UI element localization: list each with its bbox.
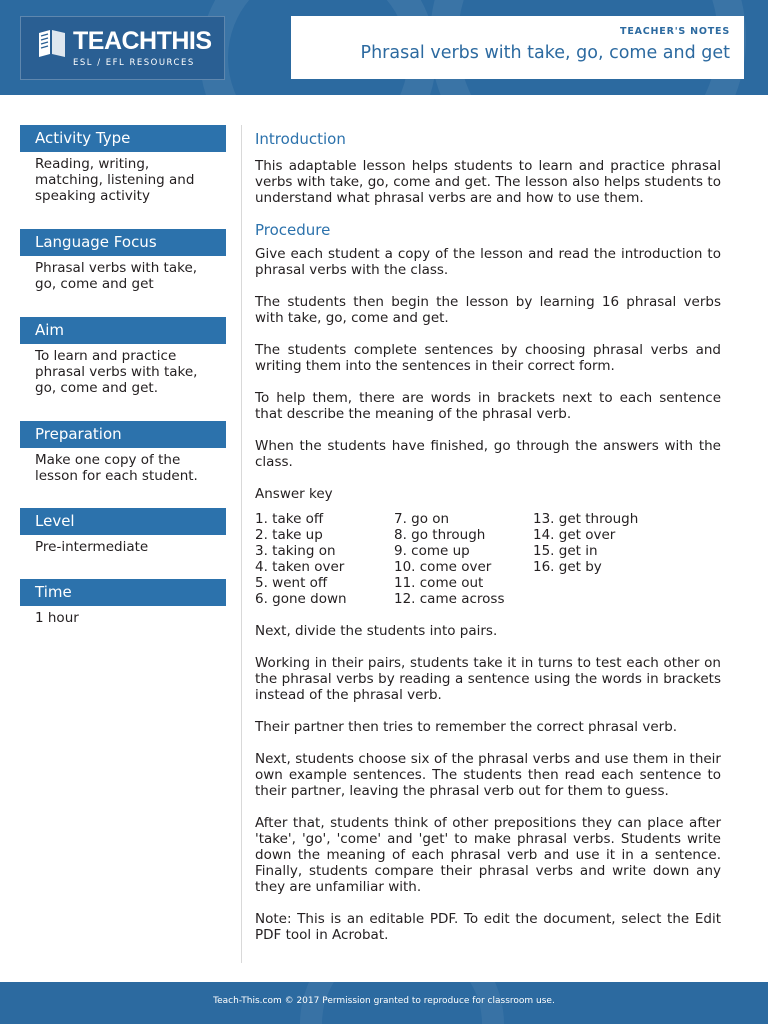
- sidebar-text: Phrasal verbs with take, go, come and get: [35, 260, 198, 292]
- sidebar-preparation: [20, 421, 226, 508]
- answer-item: 3. taking on: [255, 543, 336, 559]
- procedure-paragraph: The students then begin the lesson by learning 16 phrasal verbs with take, go, come and get.: [255, 294, 721, 326]
- logo-wordmark: TEACHTHIS: [73, 27, 212, 55]
- procedure-paragraph: Next, divide the students into pairs.: [255, 623, 498, 639]
- answer-item: 7. go on: [394, 511, 450, 527]
- copyright-notice: Teach-This.com © 2017 Permission granted to reproduce for classroom use.: [213, 996, 555, 1006]
- answer-item: 14. get over: [533, 527, 616, 543]
- answer-item: 10. come over: [394, 559, 492, 575]
- introduction-heading: Introduction: [255, 130, 346, 148]
- answer-item: 16. get by: [533, 559, 602, 575]
- answer-column: [533, 511, 673, 607]
- answer-key-label: Answer key: [255, 486, 333, 502]
- answer-item: 8. go through: [394, 527, 486, 543]
- procedure-paragraph: Next, students choose six of the phrasal verbs and use them in their own example sentences. The students then read each sentence to their partner, leaving the phrasal verb out for them to guess.: [255, 751, 721, 799]
- answer-key-list: [255, 511, 721, 607]
- answer-item: 5. went off: [255, 575, 328, 591]
- sidebar-text: To learn and practice phrasal verbs with take, go, come and get.: [35, 348, 198, 396]
- sidebar-text: Pre-intermediate: [35, 539, 149, 555]
- procedure-paragraph: Give each student a copy of the lesson and read the introduction to phrasal verbs with the class.: [255, 246, 721, 278]
- sidebar-aim: [20, 317, 226, 421]
- sidebar-activity-type: [20, 125, 226, 229]
- answer-item: 2. take up: [255, 527, 323, 543]
- answer-item: 15. get in: [533, 543, 598, 559]
- procedure-paragraph: Working in their pairs, students take it in turns to test each other on the phrasal verbs by reading a sentence using the words in brackets instead of the phrasal verb.: [255, 655, 721, 703]
- answer-item: 13. get through: [533, 511, 639, 527]
- sidebar-heading: Level: [20, 508, 226, 535]
- answer-item: 6. gone down: [255, 591, 347, 607]
- sidebar-time: [20, 579, 226, 639]
- sidebar-text: Make one copy of the lesson for each student.: [35, 452, 198, 484]
- sidebar-heading: Time: [20, 579, 226, 606]
- answer-column: [394, 511, 533, 607]
- answer-item: 11. come out: [394, 575, 484, 591]
- editable-pdf-note: Note: This is an editable PDF. To edit the document, select the Edit PDF tool in Acrobat.: [255, 911, 721, 943]
- procedure-heading: Procedure: [255, 221, 331, 239]
- page-title: Phrasal verbs with take, go, come and get: [360, 43, 730, 63]
- procedure-paragraph: To help them, there are words in brackets next to each sentence that describe the meaning of the phrasal verb.: [255, 390, 721, 422]
- sidebar-text: 1 hour: [35, 610, 79, 626]
- introduction-text: This adaptable lesson helps students to learn and practice phrasal verbs with take, go, come and get. The lesson also helps students to understand what phrasal verbs are and how to use them.: [255, 158, 721, 206]
- answer-item: 1. take off: [255, 511, 324, 527]
- sidebar-heading: Aim: [20, 317, 226, 344]
- notes-kicker: TEACHER'S NOTES: [620, 26, 730, 37]
- procedure-paragraph: The students complete sentences by choosing phrasal verbs and writing them into the sentences in their correct form.: [255, 342, 721, 374]
- answer-column: [255, 511, 394, 607]
- sidebar-language-focus: [20, 229, 226, 317]
- sidebar-heading: Preparation: [20, 421, 226, 448]
- teachthis-logo[interactable]: [20, 16, 225, 80]
- procedure-paragraph: Their partner then tries to remember the correct phrasal verb.: [255, 719, 678, 735]
- lesson-sidebar: [20, 125, 226, 639]
- page-footer: [0, 982, 768, 1024]
- procedure-paragraph: After that, students think of other prepositions they can place after 'take', 'go', 'come' and 'get' to make phrasal verbs. Students write down the meaning of each phrasal verb and use it in a sentence. Finally, students compare their phrasal verbs and write down any they are unfamiliar with.: [255, 815, 721, 895]
- answer-item: 4. taken over: [255, 559, 345, 575]
- logo-tagline: ESL / EFL RESOURCES: [73, 58, 195, 68]
- main-content: [255, 125, 721, 943]
- column-divider: [241, 125, 242, 963]
- sidebar-level: [20, 508, 226, 579]
- procedure-paragraph: When the students have finished, go through the answers with the class.: [255, 438, 721, 470]
- book-icon: [35, 27, 69, 61]
- sidebar-heading: Language Focus: [20, 229, 226, 256]
- answer-item: 9. come up: [394, 543, 470, 559]
- sidebar-heading: Activity Type: [20, 125, 226, 152]
- title-box: [291, 16, 744, 79]
- page-header: [0, 0, 768, 95]
- answer-item: 12. came across: [394, 591, 505, 607]
- sidebar-text: Reading, writing, matching, listening and speaking activity: [35, 156, 195, 204]
